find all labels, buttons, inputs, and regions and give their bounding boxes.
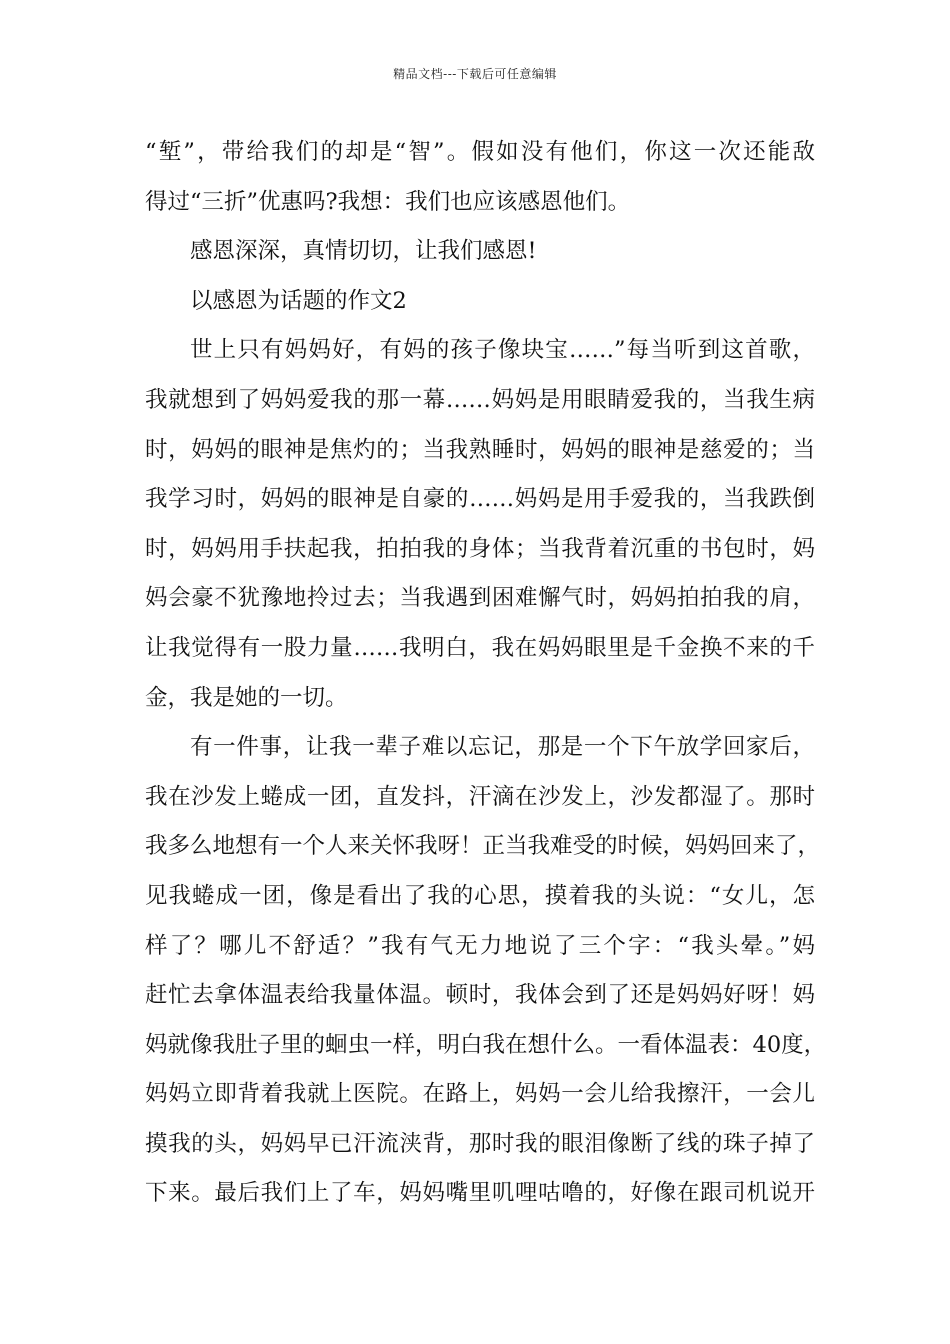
text-line: 妈妈立即背着我就上医院。在路上，妈妈一会儿给我擦汗，一会儿 [145, 1081, 815, 1108]
text-line: 下来。最后我们上了车，妈妈嘴里叽哩咕噜的，好像在跟司机说开 [145, 1180, 815, 1207]
text-line: 我多么地想有一个人来关怀我呀！正当我难受的时候，妈妈回来了， [145, 833, 821, 860]
text-line: 我就想到了妈妈爱我的那一幕……妈妈是用眼睛爱我的，当我生病 [145, 386, 815, 413]
text-line: 摸我的头，妈妈早已汗流浃背，那时我的眼泪像断了线的珠子掉了 [145, 1130, 815, 1157]
document-body [145, 128, 827, 1219]
text-line: 我学习时，妈妈的眼神是自豪的……妈妈是用手爱我的，当我跌倒 [145, 486, 815, 513]
text-line: 妈会豪不犹豫地拎过去；当我遇到困难懈气时，妈妈拍拍我的肩， [145, 585, 815, 612]
text-line: 赶忙去拿体温表给我量体温。顿时，我体会到了还是妈妈好呀！妈 [145, 982, 815, 1009]
text-line: 金，我是她的一切。 [145, 684, 348, 711]
text-line: 见我蜷成一团，像是看出了我的心思，摸着我的头说：“女儿，怎 [145, 882, 815, 909]
text-line: 时，妈妈的眼神是焦灼的；当我熟睡时，妈妈的眼神是慈爱的；当 [145, 436, 815, 463]
text-line: 我在沙发上蜷成一团，直发抖，汗滴在沙发上，沙发都湿了。那时 [145, 783, 815, 810]
text-line: 感恩深深，真情切切，让我们感恩! [190, 238, 537, 265]
page-header: 精品文档---下载后可任意编辑 [393, 67, 557, 81]
text-line: 得过“三折”优惠吗?我想：我们也应该感恩他们。 [145, 188, 631, 215]
text-line: 妈就像我肚子里的蛔虫一样，明白我在想什么。一看体温表：40度， [145, 1031, 827, 1058]
text-line: 样了？哪儿不舒适？”我有气无力地说了三个字：“我头晕。”妈 [145, 932, 815, 959]
text-line: 有一件事，让我一辈子难以忘记，那是一个下午放学回家后， [190, 734, 815, 761]
text-line: 时，妈妈用手扶起我，拍拍我的身体；当我背着沉重的书包时，妈 [145, 535, 815, 562]
text-line: “堑”，带给我们的却是“智”。假如没有他们，你这一次还能敌 [145, 139, 815, 165]
section-title: 以感恩为话题的作文2 [190, 287, 407, 314]
text-line: 世上只有妈妈好，有妈的孩子像块宝……”每当听到这首歌， [190, 337, 815, 364]
text-line: 让我觉得有一股力量……我明白，我在妈妈眼里是千金换不来的千 [145, 634, 815, 661]
